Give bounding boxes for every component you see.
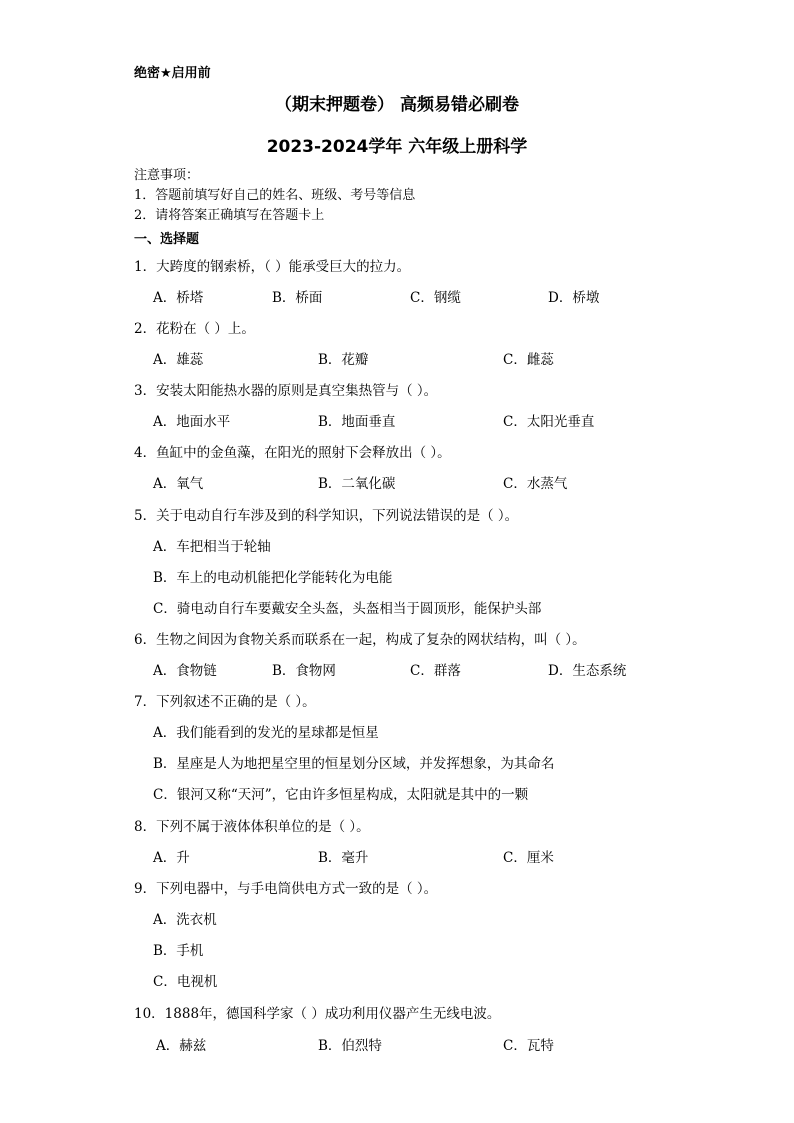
question-option: A．氧气 [153, 476, 204, 492]
confidential-label: 绝密★启用前 [134, 66, 211, 81]
question-option: B．星座是人为地把星空里的恒星划分区域，并发挥想象，为其命名 [153, 756, 555, 772]
question-option: D．桥墩 [548, 290, 600, 306]
question-option: C．瓦特 [503, 1038, 554, 1054]
question-option: C．水蒸气 [503, 476, 568, 492]
question-option: B．桥面 [272, 290, 323, 306]
question-option: A．洗衣机 [153, 912, 217, 928]
question-stem: 3．安装太阳能热水器的原则是真空集热管与（ ）。 [134, 383, 438, 399]
question-option: C．雌蕊 [503, 352, 554, 368]
question-stem: 6．生物之间因为食物关系而联系在一起，构成了复杂的网状结构，叫（ ）。 [134, 632, 586, 648]
exam-subtitle: 2023-2024学年 六年级上册科学 [266, 137, 528, 157]
question-option: B．花瓣 [318, 352, 369, 368]
question-option: A．雄蕊 [153, 352, 204, 368]
question-option: A．赫兹 [156, 1038, 207, 1054]
exam-title: （期末押题卷） 高频易错必刷卷 [275, 95, 519, 115]
question-option: D．生态系统 [548, 663, 627, 679]
question-option: A．桥塔 [153, 290, 204, 306]
question-option: A．我们能看到的发光的星球都是恒星 [153, 725, 379, 741]
question-stem: 7．下列叙述不正确的是（ ）。 [134, 694, 316, 710]
question-option: B．车上的电动机能把化学能转化为电能 [153, 570, 393, 586]
question-stem: 10．1888年，德国科学家（ ）成功利用仪器产生无线电波。 [134, 1006, 501, 1022]
question-option: B．毫升 [318, 850, 369, 866]
question-option: A．车把相当于轮轴 [153, 539, 271, 555]
note-item: 2．请将答案正确填写在答题卡上 [134, 208, 325, 223]
question-option: C．电视机 [153, 974, 218, 990]
question-option: A．升 [153, 850, 190, 866]
question-stem: 9．下列电器中，与手电筒供电方式一致的是（ ）。 [134, 881, 438, 897]
note-item: 1．答题前填写好自己的姓名、班级、考号等信息 [134, 188, 416, 203]
question-option: C．厘米 [503, 850, 554, 866]
question-option: B．二氧化碳 [318, 476, 396, 492]
question-stem: 2．花粉在（ ）上。 [134, 321, 255, 337]
question-stem: 5．关于电动自行车涉及到的科学知识，下列说法错误的是（ ）。 [134, 508, 519, 524]
question-option: B．手机 [153, 943, 204, 959]
question-option: C．群落 [410, 663, 461, 679]
question-option: B．食物网 [272, 663, 336, 679]
question-option: C．太阳光垂直 [503, 414, 595, 430]
notes-block [134, 166, 415, 226]
question-option: A．食物链 [153, 663, 217, 679]
question-option: C．钢缆 [410, 290, 461, 306]
question-stem: 4．鱼缸中的金鱼藻，在阳光的照射下会释放出（ ）。 [134, 445, 451, 461]
notes-heading: 注意事项： [134, 168, 200, 183]
question-option: B．伯烈特 [318, 1038, 382, 1054]
question-option: C．银河又称“天河”，它由许多恒星构成，太阳就是其中的一颗 [153, 787, 529, 803]
question-option: A．地面水平 [153, 414, 231, 430]
question-option: C．骑电动自行车要戴安全头盔，头盔相当于圆顶形，能保护头部 [153, 601, 542, 617]
question-stem: 8．下列不属于液体体积单位的是（ ）。 [134, 819, 370, 835]
question-stem: 1．大跨度的钢索桥，（ ）能承受巨大的拉力。 [134, 259, 411, 275]
section-title: 一、选择题 [134, 232, 200, 247]
question-option: B．地面垂直 [318, 414, 396, 430]
